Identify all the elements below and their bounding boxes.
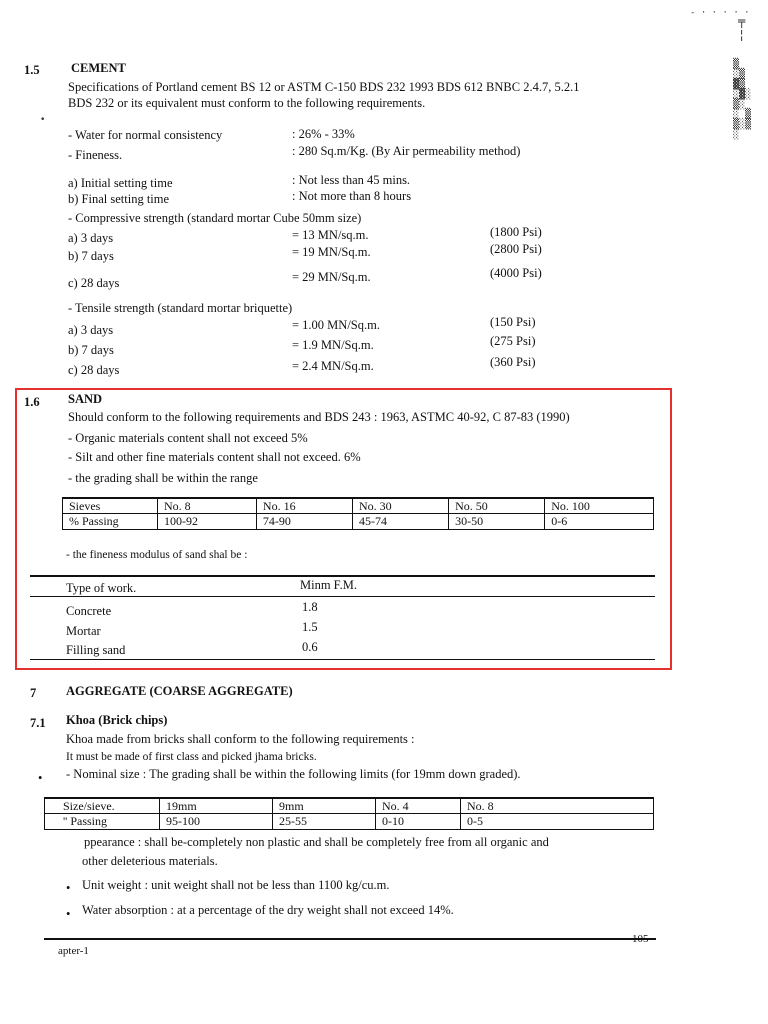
table-cell: Concrete (66, 604, 112, 618)
table-rule (30, 659, 655, 660)
table-cell: 0-5 (461, 814, 654, 829)
table-cell: 30-50 (449, 514, 545, 529)
table-row (63, 514, 654, 529)
table-cell: 9mm (273, 798, 376, 814)
paragraph: Should conform to the following requirements and BDS 243 : 1963, ASTMC 40-92, C 87-83 (1990) (68, 410, 570, 424)
bullet: • (38, 771, 43, 785)
table-cell: 1.5 (302, 620, 318, 634)
section-title: CEMENT (71, 61, 126, 75)
size-table (44, 797, 654, 830)
subheading: - Compressive strength (standard mortar Cube 50mm size) (68, 211, 362, 225)
table-cell: 95-100 (160, 814, 273, 829)
section-title: AGGREGATE (COARSE AGGREGATE) (66, 684, 293, 698)
table-rule (30, 596, 655, 597)
spec-label: a) 3 days (68, 231, 114, 245)
spec-value: : 280 Sq.m/Kg. (By Air permeability method) (292, 144, 521, 158)
paragraph: BDS 232 or its equivalent must conform to the following requirements. (68, 96, 426, 110)
spec-value: = 13 MN/sq.m. (292, 228, 369, 242)
paragraph: Unit weight : unit weight shall not be less than 1100 kg/cu.m. (82, 878, 390, 892)
page-number: 105 (632, 933, 649, 945)
spec-value: = 1.9 MN/Sq.m. (292, 338, 374, 352)
paragraph: Water absorption : at a percentage of the dry weight shall not exceed 14%. (82, 903, 454, 917)
table-cell: Mortar (66, 624, 101, 638)
spec-value: = 2.4 MN/Sq.m. (292, 359, 374, 373)
spec-label: a) 3 days (68, 323, 114, 337)
spec-label: b) Final setting time (68, 192, 170, 206)
table-cell: Filling sand (66, 643, 126, 657)
table-cell: 19mm (160, 798, 273, 814)
table-rule (30, 575, 655, 577)
bullet: • (66, 881, 71, 895)
scan-noise: • (40, 115, 46, 125)
spec-value: = 29 MN/Sq.m. (292, 270, 371, 284)
spec-value: = 1.00 MN/Sq.m. (292, 318, 380, 332)
table-cell: No. 50 (449, 498, 545, 514)
table-cell: No. 8 (158, 498, 257, 514)
table-header: Type of work. (66, 581, 137, 595)
paragraph: Khoa made from bricks shall conform to the following requirements : (66, 732, 415, 746)
scan-noise: ╤ ¦ (738, 14, 746, 43)
table-cell: Sieves (63, 498, 158, 514)
spec-label: a) Initial setting time (68, 176, 173, 190)
table-cell: No. 100 (545, 498, 654, 514)
paragraph: - Nominal size : The grading shall be within the following limits (for 19mm down graded). (66, 767, 521, 781)
table-header: Minm F.M. (300, 578, 358, 592)
table-cell: 45-74 (353, 514, 449, 529)
spec-label: b) 7 days (68, 343, 114, 357)
table-cell: 100-92 (158, 514, 257, 529)
table-cell: 25-55 (273, 814, 376, 829)
section-number: 7 (30, 686, 37, 700)
table-cell: Size/sieve. (45, 798, 160, 814)
paragraph: Specifications of Portland cement BS 12 or ASTM C-150 BDS 232 1993 BDS 612 BNBC 2.4.7, 5.2.1 (68, 80, 580, 94)
spec-psi: (275 Psi) (490, 334, 536, 348)
table-cell: 74-90 (256, 514, 352, 529)
requirement: - Organic materials content shall not exceed 5% (68, 431, 308, 445)
paragraph: It must be made of first class and picked jhama bricks. (66, 751, 317, 763)
section-number: 1.6 (24, 395, 40, 409)
spec-value: = 19 MN/Sq.m. (292, 245, 371, 259)
spec-value: : 26% - 33% (292, 127, 355, 141)
spec-label: - Fineness. (68, 148, 123, 162)
spec-psi: (360 Psi) (490, 355, 536, 369)
table-row (45, 798, 654, 814)
table-cell: No. 8 (461, 798, 654, 814)
table-row (45, 814, 654, 829)
spec-psi: (4000 Psi) (490, 266, 542, 280)
footer-rule (44, 938, 656, 940)
table-row (63, 498, 654, 514)
table-cell: 0-10 (376, 814, 461, 829)
table-cell: No. 30 (353, 498, 449, 514)
table-cell: 0-6 (545, 514, 654, 529)
requirement: - Silt and other fine materials content shall not exceed. 6% (68, 450, 361, 464)
requirement: - the grading shall be within the range (68, 471, 258, 485)
subsection-title: Khoa (Brick chips) (66, 713, 168, 727)
section-number: 7.1 (30, 716, 46, 730)
spec-value: : Not less than 45 mins. (292, 173, 411, 187)
chapter-label: apter-1 (58, 945, 89, 957)
section-number: 1.5 (24, 63, 40, 77)
paragraph: other deleterious materials. (82, 854, 218, 868)
spec-label: c) 28 days (68, 363, 120, 377)
table-cell: No. 4 (376, 798, 461, 814)
scan-noise: - · · · · · (690, 8, 750, 18)
table-cell: % Passing (63, 514, 158, 529)
subheading: - the fineness modulus of sand shal be : (66, 549, 248, 561)
table-cell: 1.8 (302, 600, 318, 614)
bullet: • (66, 907, 71, 921)
scan-noise: ▒ ░▒ ▓▒ ░▓░ ▒░ ░ ▒ ▒░▒ ░ (733, 59, 752, 140)
sieve-table (62, 497, 654, 530)
subheading: - Tensile strength (standard mortar briquette) (68, 301, 293, 315)
spec-label: b) 7 days (68, 249, 114, 263)
spec-label: - Water for normal consistency (68, 128, 223, 142)
spec-label: c) 28 days (68, 276, 120, 290)
spec-psi: (150 Psi) (490, 315, 536, 329)
spec-psi: (2800 Psi) (490, 242, 542, 256)
table-cell: No. 16 (256, 498, 352, 514)
paragraph: ppearance : shall be-completely non plastic and shall be completely free from all organic and (84, 835, 549, 849)
section-title: SAND (68, 392, 103, 406)
spec-psi: (1800 Psi) (490, 225, 542, 239)
spec-value: : Not more than 8 hours (292, 189, 412, 203)
table-cell: 0.6 (302, 640, 318, 654)
table-cell: '' Passing (45, 814, 160, 829)
